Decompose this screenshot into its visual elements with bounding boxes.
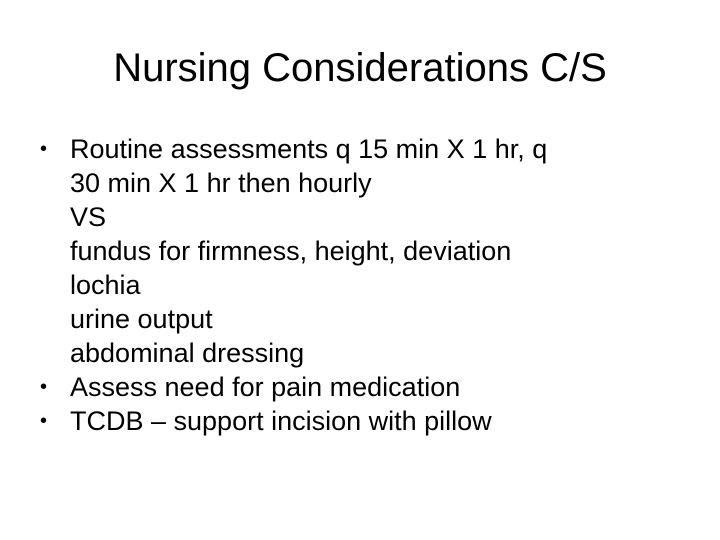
bullet-marker: • xyxy=(40,138,48,160)
bullet-text: Routine assessments q 15 min X 1 hr, q xyxy=(70,134,548,164)
assessment-item-fundus: fundus for firmness, height, deviation xyxy=(70,236,512,266)
bullet-text-continuation: 30 min X 1 hr then hourly xyxy=(70,168,372,198)
assessment-item-vs: VS xyxy=(70,202,107,232)
assessment-item-lochia: lochia xyxy=(70,270,141,300)
assessment-item-urine-output: urine output xyxy=(70,304,213,334)
bullet-item-pain-medication xyxy=(0,370,720,404)
bullet-text: TCDB – support incision with pillow xyxy=(70,406,492,436)
slide-title: Nursing Considerations C/S xyxy=(113,46,607,90)
bullet-marker: • xyxy=(40,376,48,398)
bullet-item-tcdb xyxy=(0,404,720,438)
assessment-item-abdominal-dressing: abdominal dressing xyxy=(70,338,305,368)
bullet-item-assessments xyxy=(0,132,720,370)
bullet-marker: • xyxy=(40,410,48,432)
bullet-text: Assess need for pain medication xyxy=(70,372,461,402)
bullet-list xyxy=(0,132,720,438)
